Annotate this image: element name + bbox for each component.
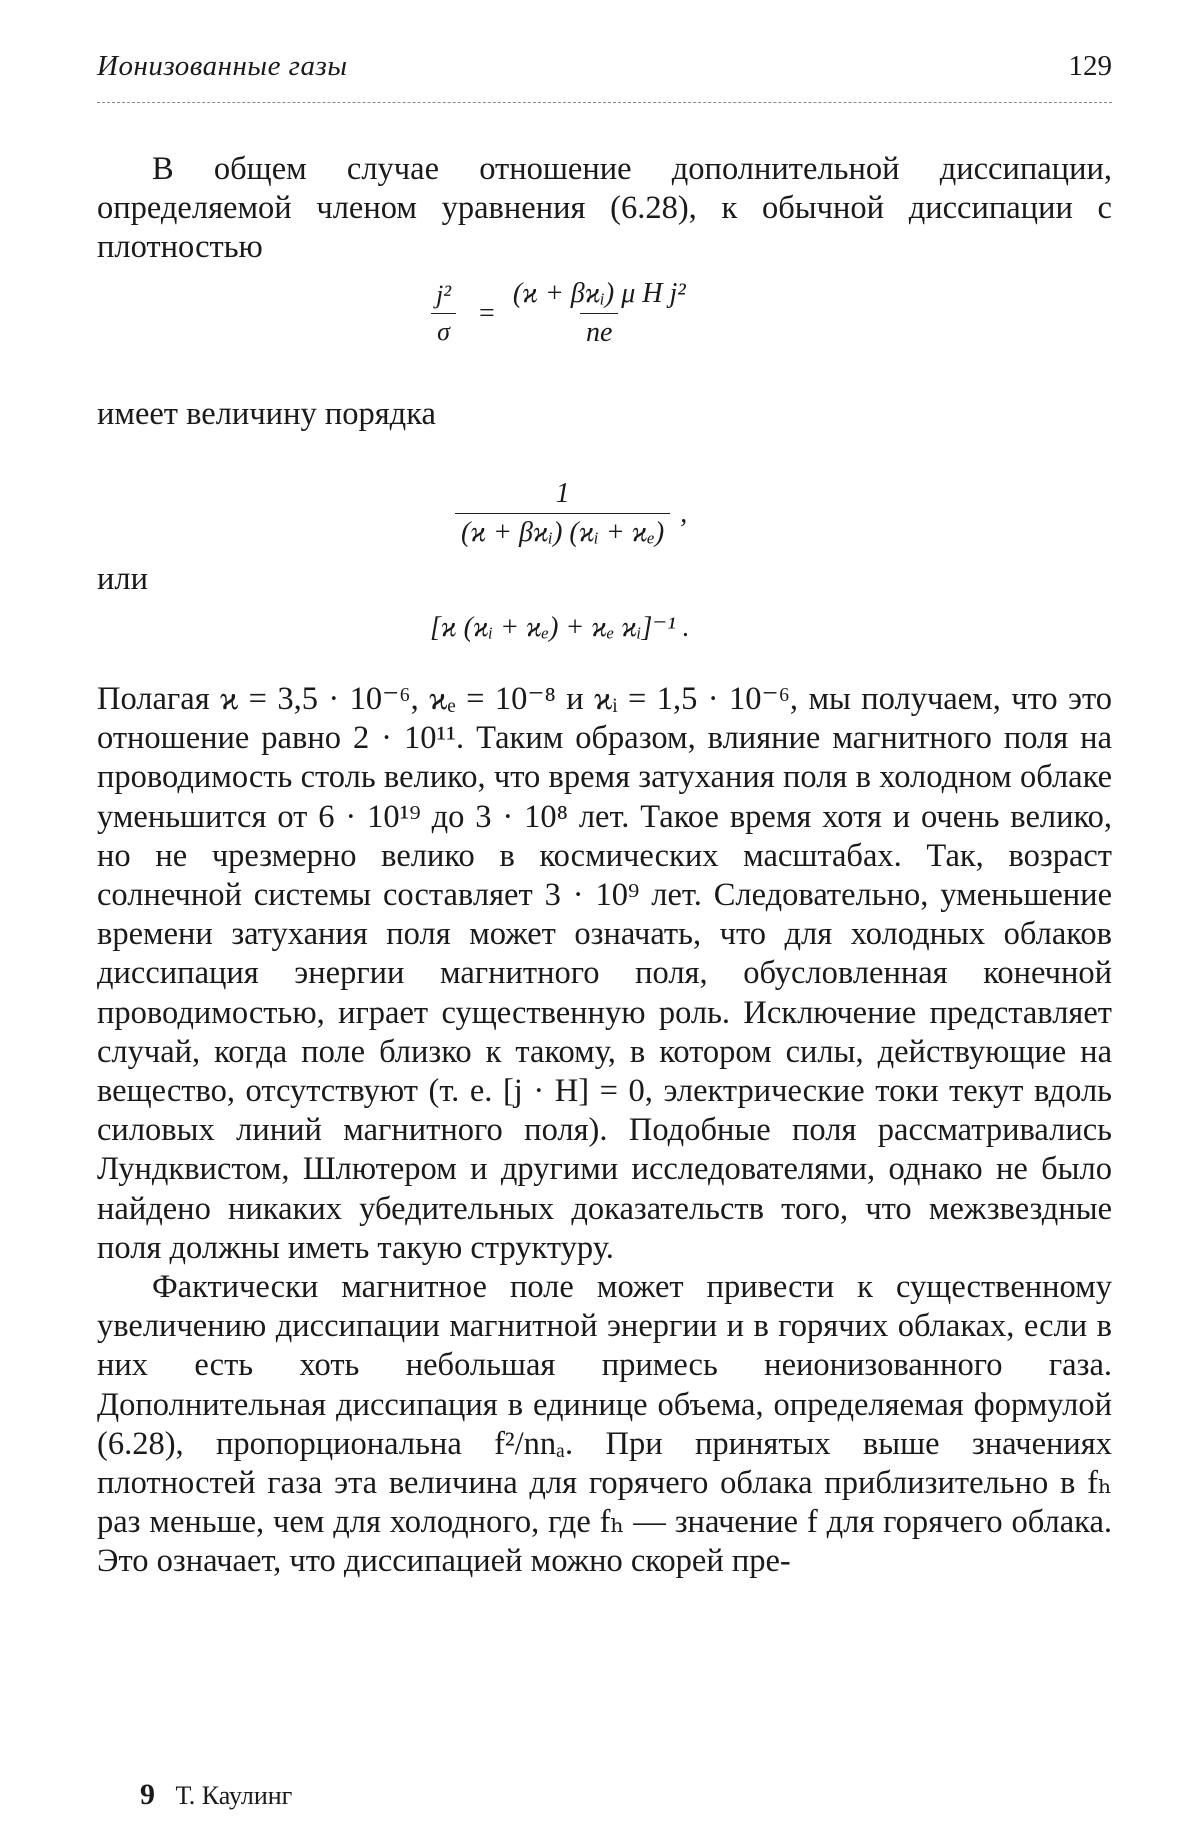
paragraph-hot-clouds: Фактически магнитное поле может привести к существенному увеличению диссипации магнитной энергии и в горячих облаках, если в них есть хоть небольшая примесь неионизованного газа. Дополнительная диссипация в единице объема, определяемая формулой (6.28), пропорциональна f²/nnₐ. При принятых выше значениях плотностей газа эта величина для горячего облака приблизительно в fₕ раз меньше, чем для холодного, где fₕ — значение f для горячего облака. Это означает, что диссипацией можно скорей пре- xyxy=(97,1269,1112,1580)
paragraph-or: или xyxy=(97,561,149,597)
formula-dissipation-ratio xyxy=(430,278,692,349)
paragraph-order: имеет величину порядка xyxy=(97,396,436,432)
signature-number: 9 xyxy=(140,1778,155,1811)
formula-comma: , xyxy=(680,497,688,529)
fraction-numerator: j² xyxy=(436,280,452,309)
signature-text: Т. Каулинг xyxy=(175,1781,293,1810)
formula-order-fraction xyxy=(455,478,687,549)
text-block-intro xyxy=(97,150,1112,268)
fraction-order xyxy=(455,478,670,549)
equals-sign: = xyxy=(479,297,495,329)
fraction-rhs xyxy=(507,278,692,349)
fraction-denominator: ne xyxy=(580,313,618,349)
fraction-denominator: σ xyxy=(431,313,456,347)
fraction-numerator: 1 xyxy=(555,478,570,509)
fraction-numerator: (ϰ + βϰᵢ) μ H j² xyxy=(512,278,686,309)
page-number: 129 xyxy=(1068,50,1112,82)
page-footer xyxy=(140,1778,292,1812)
running-title: Ионизованные газы xyxy=(97,50,348,82)
fraction-j-sigma xyxy=(430,280,457,347)
formula-expression: [ϰ (ϰᵢ + ϰₑ) + ϰₑ ϰᵢ]⁻¹ . xyxy=(430,612,690,643)
text-block-or xyxy=(97,560,1112,599)
formula-inverse-bracket xyxy=(430,610,690,644)
paragraph-estimate: Полагая ϰ = 3,5 · 10⁻⁶, ϰₑ = 10⁻⁸ и ϰᵢ = 1,5 · 10⁻⁶, мы получаем, что это отношение равно 2 · 10¹¹. Таким образом, влияние магнитного поля на проводимость столь велико, что время затухания поля в холодном облаке уменьшится от 6 · 10¹⁹ до 3 · 10⁸ лет. Такое время хотя и очень велико, но не чрезмерно велико в космических масштабах. Так, возраст солнечной системы составляет 3 · 10⁹ лет. Следовательно, уменьшение времени затухания поля может означать, что для холодных облаков диссипация энергии магнитного поля, обусловленная конечной проводимостью, играет существенную роль. Исключение представляет случай, когда поле близко к такому, в котором силы, действующие на вещество, отсутствуют (т. е. [j · H] = 0, электрические токи текут вдоль силовых линий магнитного поля). Подобные поля рассматривались Лундквистом, Шлютером и другими исследователями, однако не было найдено никаких убедительных доказательств того, что межзвездные поля должны иметь такую структуру. xyxy=(97,681,1112,1266)
text-block-order xyxy=(97,395,1112,434)
page-header xyxy=(97,50,1112,110)
header-rule xyxy=(97,102,1112,103)
paragraph-intro: В общем случае отношение дополнительной диссипации, определяемой членом уравнения (6.28), к обычной диссипации с плотностью xyxy=(97,151,1112,266)
fraction-denominator: (ϰ + βϰᵢ) (ϰᵢ + ϰₑ) xyxy=(455,513,670,549)
text-block-main xyxy=(97,680,1112,1582)
